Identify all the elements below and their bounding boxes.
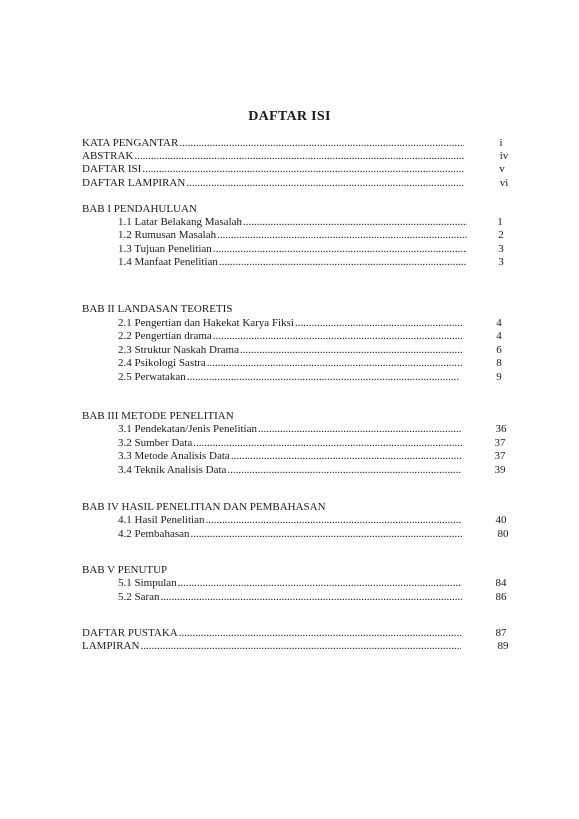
toc-entry-label: KATA PENGANTAR xyxy=(82,137,179,149)
chapter-heading: BAB II LANDASAN TEORETIS xyxy=(82,303,233,315)
dot-leader xyxy=(213,242,467,256)
chapter-heading: BAB III METODE PENELITIAN xyxy=(82,410,234,422)
toc-page-number: 36 xyxy=(495,423,507,435)
dot-leader xyxy=(179,626,461,640)
dot-leader xyxy=(193,436,462,450)
dot-leader xyxy=(140,639,461,653)
toc-page-number: iv xyxy=(499,150,509,162)
toc-entry-label: 1.4 Manfaat Penelitian xyxy=(118,256,218,268)
toc-entry-label: 2.2 Pengertian drama xyxy=(118,330,212,342)
toc-entry-label: 3.4 Teknik Analisis Data xyxy=(118,464,227,476)
toc-entry-label: 1.2 Rumusan Masalah xyxy=(118,229,217,241)
toc-page-number: v xyxy=(499,163,505,175)
toc-entry xyxy=(118,436,463,450)
toc-entry-label: 5.2 Saran xyxy=(118,591,160,603)
dot-leader xyxy=(219,255,467,269)
toc-page-number: vi xyxy=(499,177,509,189)
toc-entry xyxy=(118,242,468,256)
toc-page-number: 1 xyxy=(497,216,503,228)
toc-page-number: 39 xyxy=(494,464,506,476)
dot-leader xyxy=(179,136,464,150)
dot-leader xyxy=(186,176,464,190)
dot-leader xyxy=(207,356,462,370)
toc-entry xyxy=(118,343,463,357)
toc-page-number: 4 xyxy=(496,330,502,342)
toc-entry xyxy=(118,228,468,242)
toc-entry xyxy=(118,329,463,343)
dot-leader xyxy=(205,513,462,527)
toc-entry xyxy=(118,370,461,384)
toc-entry-label: 2.3 Struktur Naskah Drama xyxy=(118,344,239,356)
toc-page-number: 8 xyxy=(496,357,502,369)
toc-entry xyxy=(118,422,463,436)
toc-entry-label: 3.1 Pendekatan/Jenis Penelitian xyxy=(118,423,257,435)
dot-leader xyxy=(243,215,467,229)
toc-entry-label: ABSTRAK xyxy=(82,150,134,162)
toc-page-number: 6 xyxy=(496,344,502,356)
toc-entry-label: 1.1 Latar Belakang Masalah xyxy=(118,216,243,228)
toc-entry xyxy=(118,590,463,604)
toc-entry-label: 1.3 Tujuan Penelitian xyxy=(118,243,212,255)
dot-leader xyxy=(240,343,462,357)
toc-entry-label: 2.1 Pengertian dan Hakekat Karya Fiksi xyxy=(118,317,294,329)
chapter-heading: BAB I PENDAHULUAN xyxy=(82,203,197,215)
toc-entry xyxy=(82,136,465,150)
toc-entry-label: 2.4 Psikologi Sastra xyxy=(118,357,206,369)
toc-entry-label: DAFTAR LAMPIRAN xyxy=(82,177,186,189)
toc-page-number: 4 xyxy=(496,317,502,329)
toc-entry-label: 3.3 Metode Analisis Data xyxy=(118,450,230,462)
toc-entry xyxy=(82,639,462,653)
toc-page-number: 37 xyxy=(494,450,506,462)
dot-leader xyxy=(231,449,462,463)
dot-leader xyxy=(227,463,462,477)
toc-page-number: 2 xyxy=(498,229,504,241)
toc-entry-label: 2.5 Perwatakan xyxy=(118,371,186,383)
toc-entry-label: 4.1 Hasil Penelitian xyxy=(118,514,205,526)
chapter-heading: BAB V PENUTUP xyxy=(82,564,168,576)
toc-page-number: 87 xyxy=(495,627,507,639)
toc-page-number: 84 xyxy=(495,577,507,589)
toc-entry xyxy=(82,626,462,640)
dot-leader xyxy=(190,527,462,541)
dot-leader xyxy=(187,370,460,384)
dot-leader xyxy=(258,422,462,436)
toc-page-number: 80 xyxy=(497,528,509,540)
toc-entry-label: 4.2 Pembahasan xyxy=(118,528,190,540)
dot-leader xyxy=(134,149,464,163)
dot-leader xyxy=(295,316,462,330)
toc-page-number: 3 xyxy=(498,256,504,268)
toc-entry xyxy=(118,527,463,541)
toc-entry-label: 5.1 Simpulan xyxy=(118,577,177,589)
dot-leader xyxy=(161,590,462,604)
toc-entry xyxy=(118,463,463,477)
toc-entry-label: LAMPIRAN xyxy=(82,640,140,652)
toc-page-number: 3 xyxy=(498,243,504,255)
toc-page-number: 86 xyxy=(495,591,507,603)
dot-leader xyxy=(213,329,462,343)
chapter-heading: BAB IV HASIL PENELITIAN DAN PEMBAHASAN xyxy=(82,501,326,513)
toc-entry xyxy=(118,449,463,463)
toc-entry xyxy=(118,215,468,229)
toc-entry xyxy=(118,513,463,527)
toc-page-number: 37 xyxy=(494,437,506,449)
toc-entry xyxy=(82,149,465,163)
dot-leader xyxy=(178,576,462,590)
toc-page-number: 40 xyxy=(495,514,507,526)
toc-entry xyxy=(118,316,463,330)
toc-entry xyxy=(118,255,468,269)
dot-leader xyxy=(217,228,467,242)
toc-entry xyxy=(82,162,465,176)
toc-entry xyxy=(118,356,463,370)
toc-entry-label: DAFTAR ISI xyxy=(82,163,142,175)
toc-page-number: 89 xyxy=(497,640,509,652)
toc-entry xyxy=(118,576,463,590)
toc-entry xyxy=(82,176,465,190)
dot-leader xyxy=(142,162,464,176)
toc-page-number: i xyxy=(499,137,503,149)
toc-entry-label: DAFTAR PUSTAKA xyxy=(82,627,178,639)
page-title: DAFTAR ISI xyxy=(248,109,331,124)
toc-entry-label: 3.2 Sumber Data xyxy=(118,437,193,449)
toc-page-number: 9 xyxy=(496,371,502,383)
